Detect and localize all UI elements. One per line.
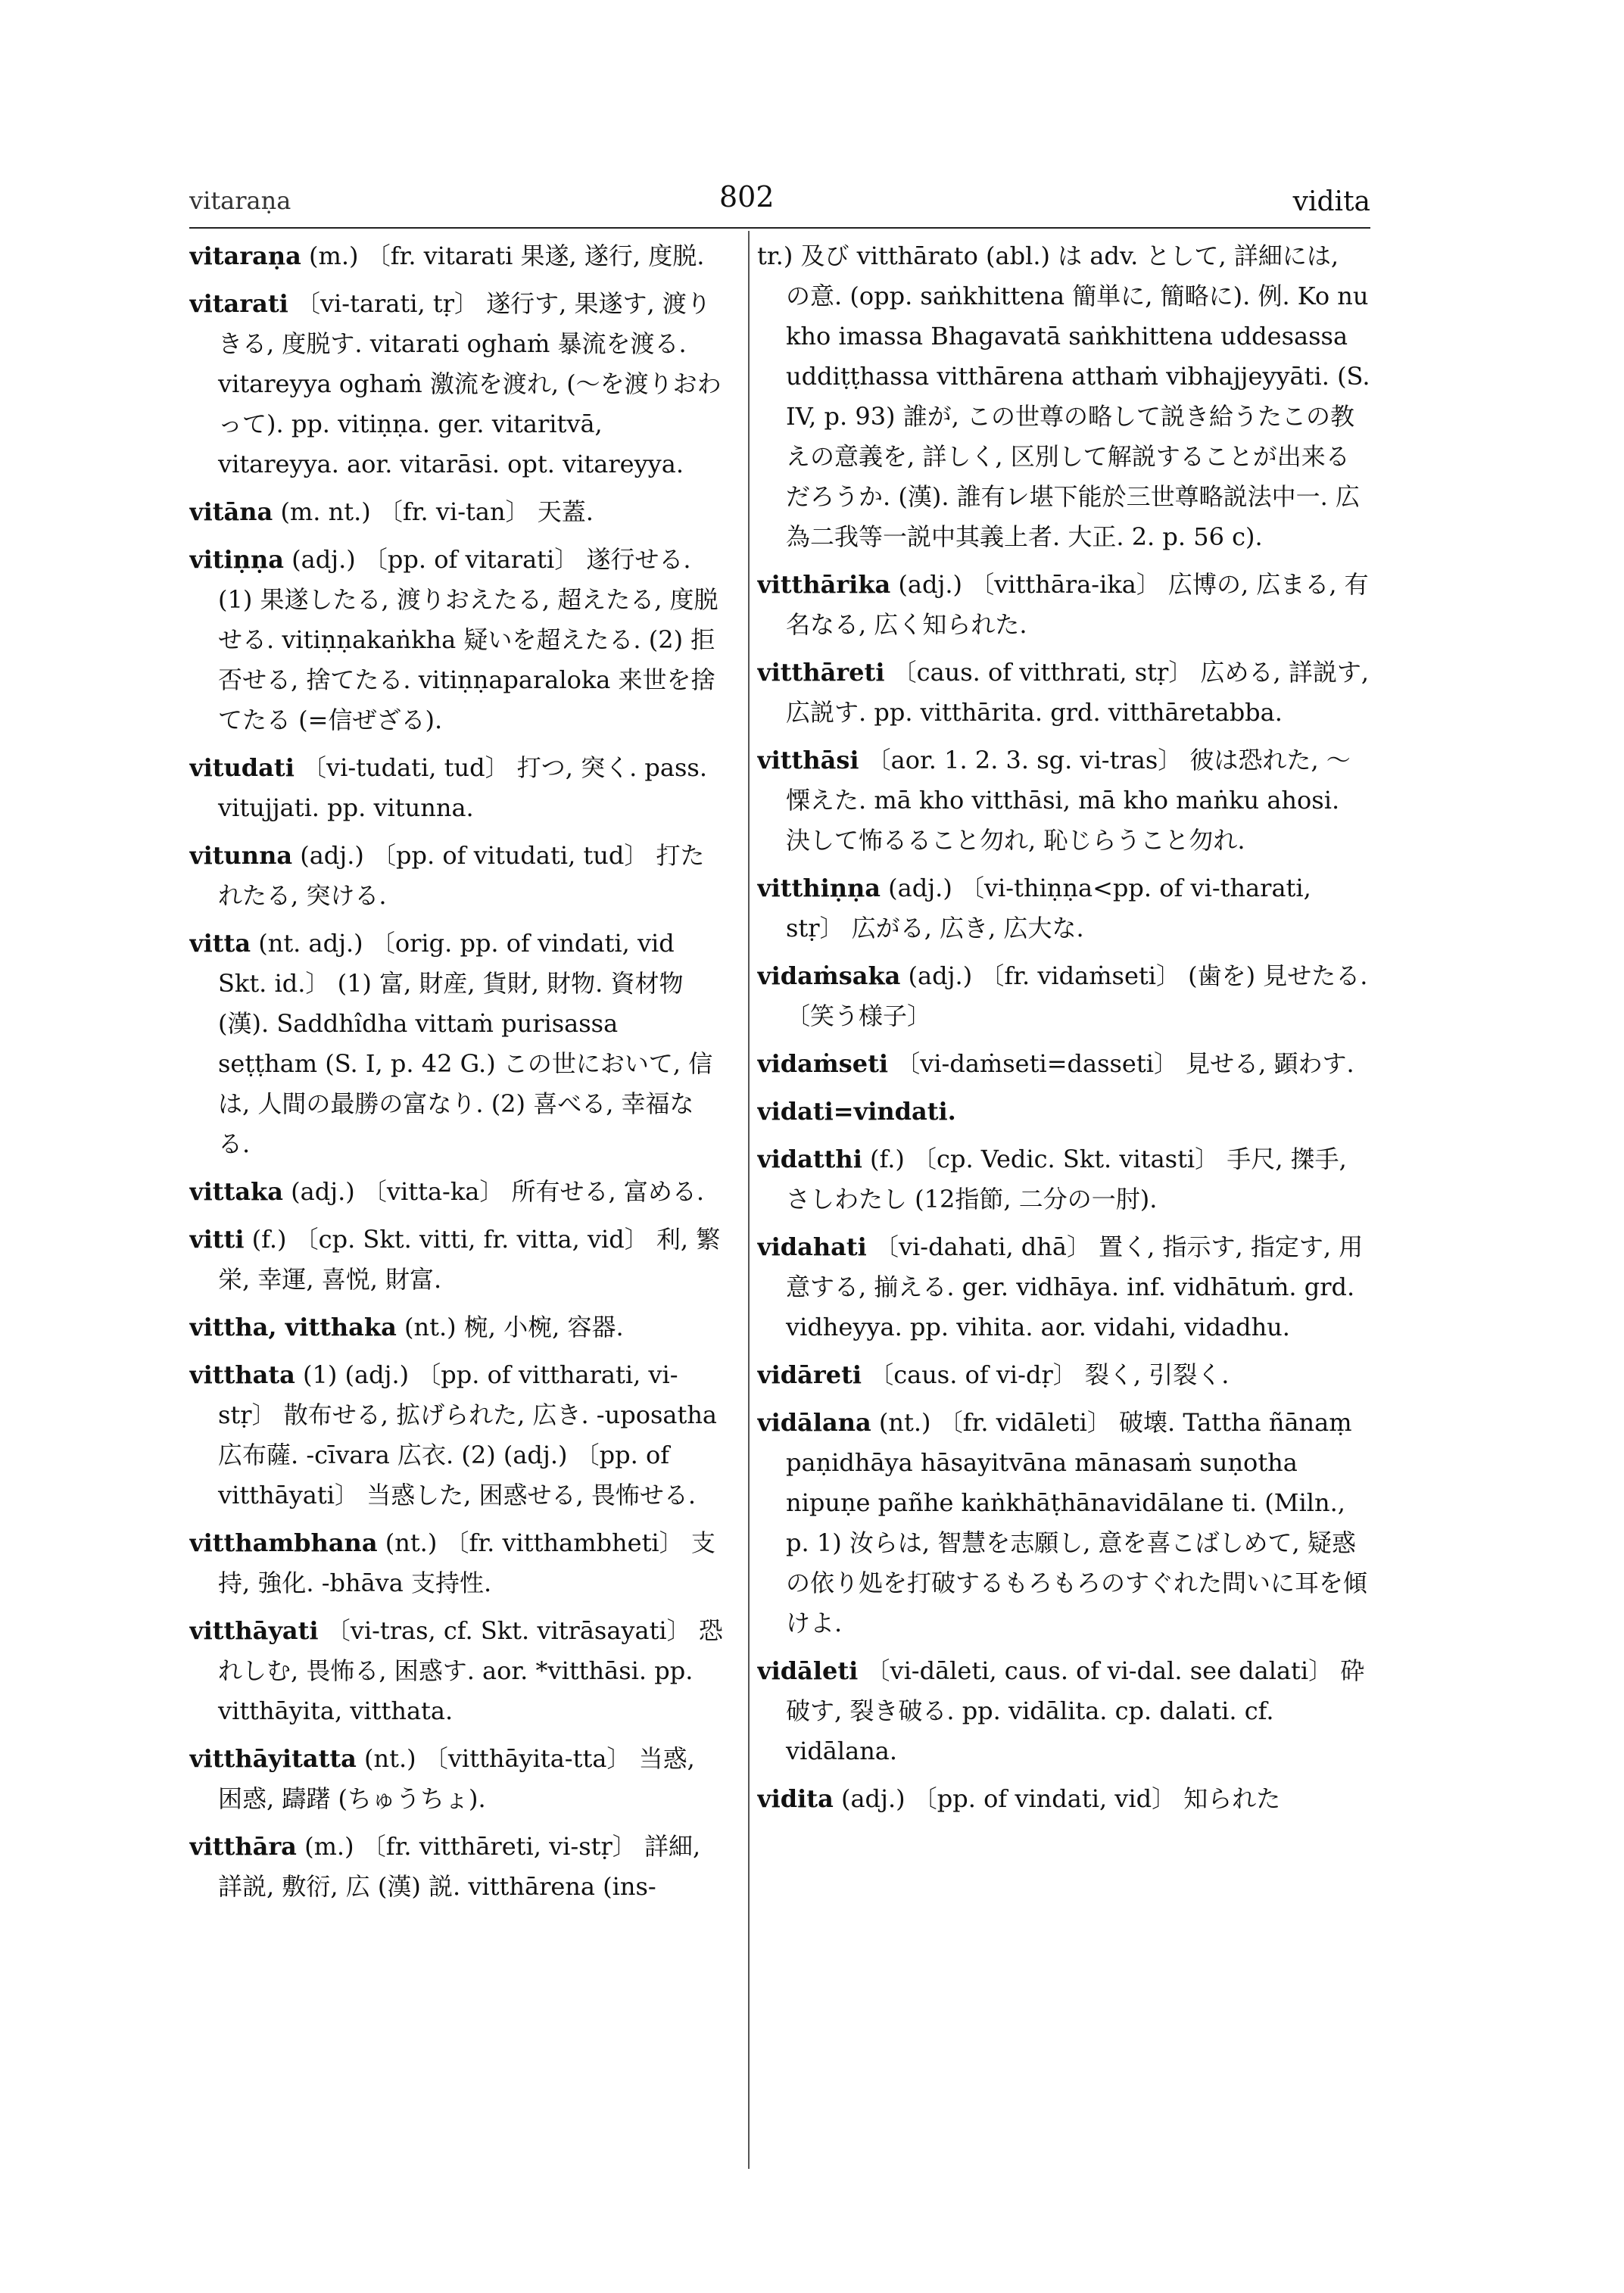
- dictionary-entry: [757, 1355, 1370, 1395]
- entry-body: tr.) 及び vitthārato (abl.) は adv. として, 詳細には, の意. (opp. saṅkhittena 簡単に, 簡略に). 例. Ko nu kho imassa Bhagavatā saṅkhittena uddesassa uddiṭṭhassa vitthārena atthaṁ vibhajjeyyāti. (S. IV, p. 93) 誰が, この世尊の略して説き給うたこの教えの意義を, 詳しく, 区別して解説することが出来るだろうか. (漢). 誰有レ堪下能於三世尊略説法中一. 広為二我等一説中其義上者. 大正. 2. p. 56 c).: [757, 241, 1370, 551]
- entry-body: (adj.) 〔vitthāra-ika〕 広博の, 広まる, 有名なる, 広く知られた.: [786, 570, 1369, 639]
- entry-headword: vitti: [189, 1225, 245, 1254]
- entry-body: (adj.) 〔pp. of vitudati, tud〕 打たれたる, 突ける.: [218, 841, 705, 910]
- entry-body: (adj.) 〔vitta-ka〕 所有せる, 富める.: [282, 1177, 705, 1206]
- page-header: [189, 180, 1370, 226]
- entry-body: (adj.) 〔pp. of vitarati〕 遂行せる. (1) 果遂したる, 渡りおえたる, 超えたる, 度脱せる. vitiṇṇakaṅkha 疑いを超えたる. (2) 拒否せる, 捨てたる. vitiṇṇaparaloka 来世を捨てたる (=信ぜざる).: [218, 545, 718, 734]
- entry-headword: vitthiṇṇa: [757, 874, 881, 902]
- dictionary-entry: [757, 868, 1370, 949]
- dictionary-entry: [757, 1092, 1370, 1132]
- entry-headword: vidālana: [757, 1408, 871, 1437]
- dictionary-entry: [757, 1044, 1370, 1084]
- entry-body: (adj.) 〔pp. of vindati, vid〕 知られた: [833, 1784, 1281, 1813]
- entry-headword: vitthāyati: [189, 1616, 319, 1645]
- entry-headword: vidāleti: [757, 1656, 859, 1685]
- entry-headword: vidaṁseti: [757, 1049, 889, 1078]
- entry-body: (nt.) 〔fr. vidāleti〕 破壊. Tattha ñānaṃ paṇidhāya hāsayitvāna mānasaṁ suṇotha nipuṇe pañhe kaṅkhāṭhānavidālane ti. (Miln., p. 1) 汝らは, 智慧を志願し, 意を喜こばしめて, 疑惑の依り処を打破するもろもろのすぐれた問いに耳を傾けよ.: [786, 1408, 1368, 1637]
- dictionary-entry: [189, 1172, 723, 1212]
- entry-headword: vittha, vitthaka: [189, 1313, 397, 1341]
- entry-body: 〔vi-daṁseti=dasseti〕 見せる, 顕わす.: [888, 1049, 1354, 1078]
- dictionary-entry: [189, 1827, 723, 1907]
- entry-body: 〔vi-dahati, dhā〕 置く, 指示す, 指定す, 用意する, 揃える. ger. vidhāya. inf. vidhātuṁ. grd. vidheyya. pp. vihita. aor. vidahi, vidadhu.: [786, 1232, 1364, 1341]
- entry-headword: vitaraṇa: [189, 241, 301, 270]
- entry-body: (adj.) 〔fr. vidaṁseti〕 (歯を) 見せたる. 〔笑う様子〕: [786, 961, 1368, 1030]
- entry-headword: vitthata: [189, 1360, 295, 1389]
- entry-body: (f.) 〔cp. Skt. vitti, fr. vitta, vid〕 利, 繁栄, 幸運, 喜悦, 財富.: [218, 1225, 721, 1294]
- dictionary-entry: [189, 1220, 723, 1300]
- entry-body: 〔vi-tudati, tud〕 打つ, 突く. pass. vitujjati. pp. vitunna.: [218, 753, 708, 822]
- entry-headword: vitthambhana: [189, 1528, 378, 1557]
- dictionary-entry: [757, 1227, 1370, 1347]
- entry-headword: vidaṁsaka: [757, 961, 901, 990]
- column-divider: [748, 231, 750, 2169]
- entry-body: (m. nt.) 〔fr. vi-tan〕 天蓋.: [273, 497, 594, 526]
- entry-headword: vidahati: [757, 1232, 867, 1261]
- entry-body: (nt.) 〔fr. vitthambheti〕 支持, 強化. -bhāva 支持性.: [218, 1528, 715, 1597]
- entry-headword: vitthāreti: [757, 658, 885, 687]
- page-number: 802: [719, 180, 775, 213]
- entry-headword: vitudati: [189, 753, 295, 782]
- dictionary-entry: [757, 1651, 1370, 1771]
- entry-headword: vitta: [189, 929, 251, 958]
- entry-headword: vittaka: [189, 1177, 283, 1206]
- dictionary-entry: [757, 653, 1370, 733]
- dictionary-entry: [189, 284, 723, 484]
- dictionary-entry: [757, 740, 1370, 861]
- dictionary-entry: [189, 1739, 723, 1819]
- running-head-right: vidita: [1292, 186, 1370, 217]
- dictionary-entry: [189, 540, 723, 740]
- entry-body: 〔caus. of vi-dṛ〕 裂く, 引裂く.: [862, 1360, 1230, 1389]
- right-column: [757, 236, 1370, 1827]
- entry-body: 〔caus. of vitthrati, stṛ〕 広める, 詳説す, 広説す. pp. vitthārita. grd. vitthāretabba.: [786, 658, 1370, 727]
- entry-body: (m.) 〔fr. vitarati 果遂, 遂行, 度脱.: [301, 241, 705, 270]
- dictionary-entry: [189, 836, 723, 916]
- entry-headword: vitthāyitatta: [189, 1744, 357, 1773]
- entry-headword: vidāreti: [757, 1360, 862, 1389]
- entry-headword: vidita: [757, 1784, 834, 1813]
- dictionary-entry: [189, 1611, 723, 1731]
- dictionary-entry: [189, 236, 723, 276]
- entry-body: 〔vi-dāleti, caus. of vi-dal. see dalati〕 砕破す, 裂き破る. pp. vidālita. cp. dalati. cf. vidālana.: [786, 1656, 1365, 1765]
- entry-headword: vitthāsi: [757, 746, 859, 774]
- entry-headword: vitāna: [189, 497, 273, 526]
- entry-headword: vitthāra: [189, 1832, 297, 1861]
- entry-body: (m.) 〔fr. vitthāreti, vi-stṛ〕 詳細, 詳説, 敷衍, 広 (漢) 説. vitthārena (ins-: [218, 1832, 701, 1901]
- header-rule: [189, 227, 1370, 229]
- dictionary-entry: [757, 565, 1370, 645]
- dictionary-entry-continuation: [757, 236, 1370, 557]
- running-head-left: vitaraṇa: [189, 186, 291, 215]
- dictionary-entry: [189, 1307, 723, 1347]
- entry-body: 〔vi-tarati, tṛ〕 遂行す, 果遂す, 渡りきる, 度脱す. vitarati oghaṁ 暴流を渡る. vitareyya oghaṁ 激流を渡れ, (〜を渡りおわって). pp. vitiṇṇa. ger. vitaritvā, vitareyya. aor. vitarāsi. opt. vitareyya.: [218, 289, 722, 478]
- entry-headword: vitthārika: [757, 570, 891, 599]
- entry-body: 〔aor. 1. 2. 3. sg. vi-tras〕 彼は恐れた, 〜慄えた. mā kho vitthāsi, mā kho maṅku ahosi. 決して怖るること勿れ, 恥じらうこと勿れ.: [786, 746, 1351, 855]
- left-column: [189, 236, 723, 1914]
- entry-body: (nt.) 〔vitthāyita-tta〕 当惑, 困惑, 躊躇 (ちゅうちょ).: [218, 1744, 695, 1813]
- entry-body: (f.) 〔cp. Vedic. Skt. vitasti〕 手尺, 搩手, さしわたし (12指節, 二分の一肘).: [786, 1145, 1347, 1213]
- dictionary-entry: [189, 1523, 723, 1603]
- entry-headword: vitunna: [189, 841, 293, 870]
- entry-body: (nt.) 椀, 小椀, 容器.: [396, 1313, 624, 1341]
- dictionary-entry: [189, 492, 723, 532]
- entry-body: (nt. adj.) 〔orig. pp. of vindati, vid Skt. id.〕 (1) 富, 財産, 貨財, 財物. 資材物 (漢). Saddhîdha vittaṁ purisassa seṭṭham (S. I, p. 42 G.) この世において, 信は, 人間の最勝の富なり. (2) 喜べる, 幸福なる.: [218, 929, 713, 1158]
- dictionary-entry: [189, 748, 723, 828]
- dictionary-entry: [757, 1139, 1370, 1220]
- dictionary-entry: [757, 1779, 1370, 1819]
- entry-headword: vitiṇṇa: [189, 545, 284, 574]
- dictionary-entry: [189, 1355, 723, 1516]
- dictionary-entry: [757, 956, 1370, 1036]
- entry-headword: vidatthi: [757, 1145, 862, 1173]
- dictionary-entry: [189, 924, 723, 1164]
- dictionary-entry: [757, 1403, 1370, 1643]
- entry-body: 〔vi-tras, cf. Skt. vitrāsayati〕 恐れしむ, 畏怖る, 困惑す. aor. *vitthāsi. pp. vitthāyita, vitthata.: [218, 1616, 723, 1725]
- entry-body: (1) (adj.) 〔pp. of vittharati, vi-stṛ〕 散布せる, 拡げられた, 広き. -uposatha 広布薩. -cīvara 広衣. (2) (adj.) 〔pp. of vitthāyati〕 当惑した, 困惑せる, 畏怖せる.: [218, 1360, 718, 1509]
- entry-headword: vidati=vindati.: [757, 1097, 956, 1126]
- entry-headword: vitarati: [189, 289, 288, 318]
- entry-body: (adj.) 〔vi-thiṇṇa<pp. of vi-tharati, stṛ〕 広がる, 広き, 広大な.: [786, 874, 1311, 942]
